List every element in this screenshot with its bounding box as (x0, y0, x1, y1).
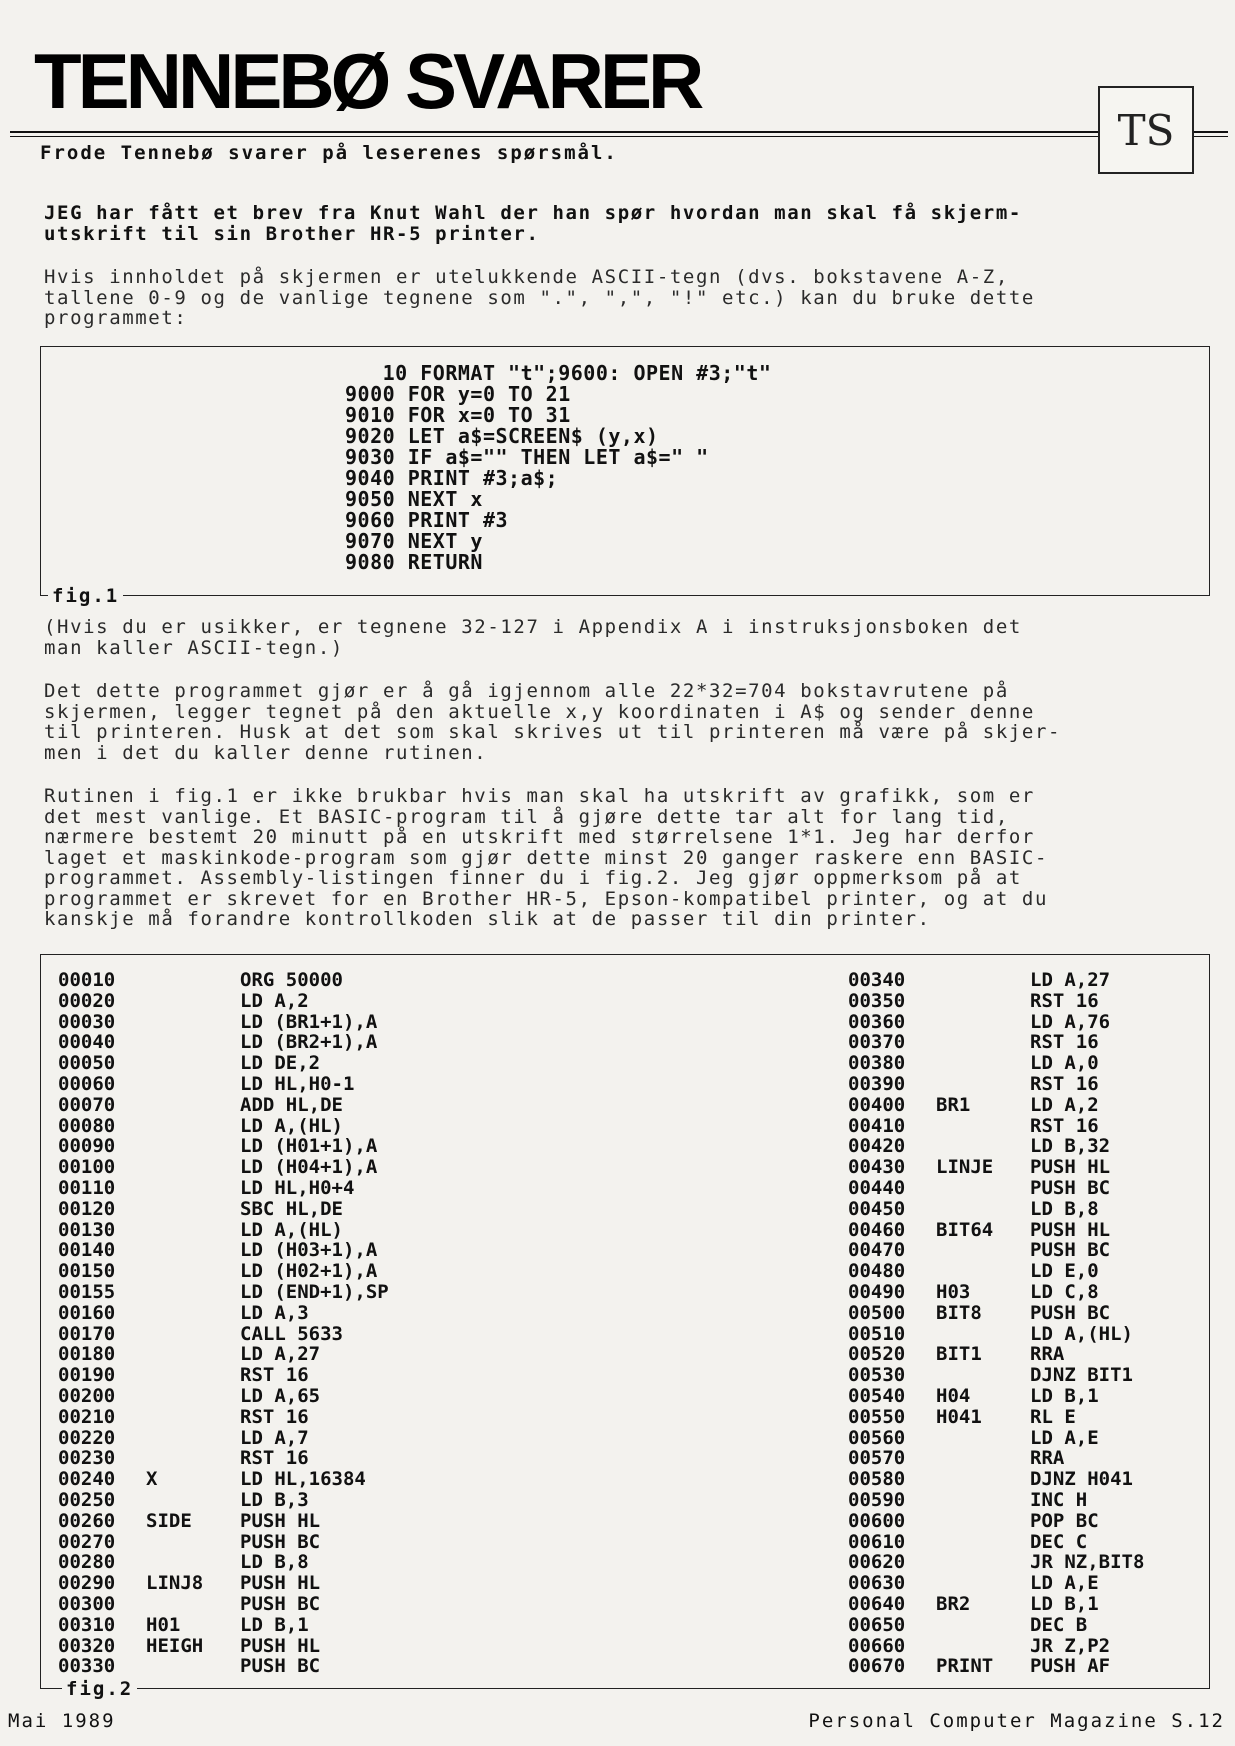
asm-label (936, 1199, 1030, 1220)
asm-label (936, 1469, 1030, 1490)
asm-line (848, 1490, 1235, 1511)
asm-label (936, 1324, 1030, 1345)
asm-instruction: LD A,7 (240, 1426, 309, 1449)
asm-line (58, 991, 500, 1012)
asm-label (936, 1012, 1030, 1033)
asm-label: H041 (936, 1405, 982, 1428)
header-rule-right-thin (1192, 136, 1228, 137)
asm-instruction: LD A,27 (240, 1343, 321, 1366)
asm-label (936, 1365, 1030, 1386)
asm-instruction: PUSH BC (1030, 1176, 1111, 1199)
asm-instruction: LD DE,2 (240, 1052, 321, 1075)
asm-instruction: PUSH HL (1030, 1218, 1111, 1241)
asm-line-number: 00610 (848, 1530, 906, 1553)
asm-label: BIT1 (936, 1343, 982, 1366)
asm-label (146, 1032, 240, 1053)
asm-instruction: LD C,8 (1030, 1280, 1099, 1303)
asm-label (146, 1552, 240, 1573)
asm-line-number: 00670 (848, 1655, 906, 1678)
footer-date: Mai 1989 (8, 1710, 116, 1732)
fig2-listing-left (58, 970, 500, 1677)
asm-line-number: 00320 (58, 1634, 116, 1657)
asm-line (58, 1220, 500, 1241)
asm-label (146, 1095, 240, 1116)
asm-line-number: 00550 (848, 1405, 906, 1428)
asm-line-number: 00370 (848, 1031, 906, 1054)
asm-line-number: 00060 (58, 1072, 116, 1095)
asm-line (848, 970, 1235, 991)
asm-line (848, 1220, 1235, 1241)
asm-label (936, 1615, 1030, 1636)
asm-label (146, 1656, 240, 1677)
asm-line-number: 00630 (848, 1572, 906, 1595)
ts-logo: TS (1098, 86, 1194, 174)
asm-line-number: 00510 (848, 1322, 906, 1345)
asm-instruction: LD A,27 (1030, 969, 1111, 991)
asm-line (848, 1157, 1235, 1178)
asm-instruction: CALL 5633 (240, 1322, 343, 1345)
asm-line-number: 00070 (58, 1093, 116, 1116)
asm-instruction: RST 16 (1030, 1072, 1099, 1095)
asm-line (58, 1469, 500, 1490)
asm-label (146, 1386, 240, 1407)
asm-line-number: 00340 (848, 969, 906, 991)
asm-line (58, 1615, 500, 1636)
asm-instruction: DEC C (1030, 1530, 1088, 1553)
asm-instruction: LD B,8 (240, 1551, 309, 1574)
asm-line-number: 00140 (58, 1239, 116, 1262)
footer-magazine-page: Personal Computer Magazine S.12 (808, 1710, 1225, 1732)
asm-line (848, 1469, 1235, 1490)
subtitle: Frode Tennebø svarer på leserenes spørsmål. (40, 142, 618, 164)
asm-line-number: 00290 (58, 1572, 116, 1595)
asm-line-number: 00450 (848, 1197, 906, 1220)
asm-instruction: LD (BR1+1),A (240, 1010, 378, 1033)
asm-label (146, 1344, 240, 1365)
asm-instruction: PUSH BC (1030, 1301, 1111, 1324)
asm-line-number: 00100 (58, 1156, 116, 1179)
asm-instruction: PUSH BC (240, 1592, 321, 1615)
asm-line-number: 00590 (848, 1488, 906, 1511)
asm-label: BR2 (936, 1592, 971, 1615)
asm-label: H04 (936, 1384, 971, 1407)
asm-instruction: LD B,3 (240, 1488, 309, 1511)
asm-line-number: 00270 (58, 1530, 116, 1553)
asm-instruction: LD (H04+1),A (240, 1156, 378, 1179)
asm-instruction: RST 16 (1030, 1031, 1099, 1054)
asm-line (848, 1428, 1235, 1449)
asm-label: X (146, 1468, 158, 1491)
asm-line (848, 1552, 1235, 1573)
asm-line-number: 00190 (58, 1364, 116, 1387)
asm-line-number: 00155 (58, 1280, 116, 1303)
asm-line (58, 1240, 500, 1261)
asm-line (58, 1136, 500, 1157)
asm-instruction: PUSH HL (1030, 1156, 1111, 1179)
asm-instruction: LD A,2 (1030, 1093, 1099, 1116)
asm-line-number: 00470 (848, 1239, 906, 1262)
asm-line-number: 00420 (848, 1135, 906, 1158)
ascii-note-paragraph: (Hvis du er usikker, er tegnene 32-127 i Appendix A i instruksjonsboken det man kaller ASCII-tegn.) (44, 616, 1022, 659)
asm-label (936, 1428, 1030, 1449)
asm-label (936, 1532, 1030, 1553)
asm-line (58, 1116, 500, 1137)
asm-instruction: RST 16 (240, 1364, 309, 1387)
asm-line-number: 00020 (58, 989, 116, 1012)
asm-line-number: 00080 (58, 1114, 116, 1137)
asm-line (848, 1615, 1235, 1636)
asm-label (146, 1303, 240, 1324)
asm-line-number: 00090 (58, 1135, 116, 1158)
asm-line (848, 991, 1235, 1012)
asm-instruction: LD A,(HL) (240, 1114, 343, 1137)
asm-label: BIT64 (936, 1218, 994, 1241)
asm-instruction: LD A,65 (240, 1384, 321, 1407)
asm-line-number: 00300 (58, 1592, 116, 1615)
asm-line-number: 00400 (848, 1093, 906, 1116)
asm-line (848, 1407, 1235, 1428)
asm-label (936, 1490, 1030, 1511)
asm-line-number: 00640 (848, 1592, 906, 1615)
asm-line (848, 1178, 1235, 1199)
asm-instruction: LD (H03+1),A (240, 1239, 378, 1262)
asm-line (848, 1074, 1235, 1095)
asm-label: SIDE (146, 1509, 192, 1532)
asm-line-number: 00240 (58, 1468, 116, 1491)
asm-line (848, 1573, 1235, 1594)
asm-line (848, 1344, 1235, 1365)
asm-label (146, 1199, 240, 1220)
asm-line (58, 1199, 500, 1220)
asm-instruction: LD E,0 (1030, 1260, 1099, 1283)
asm-label (146, 1407, 240, 1428)
asm-line (848, 1656, 1235, 1677)
asm-instruction: RST 16 (1030, 1114, 1099, 1137)
asm-instruction: SBC HL,DE (240, 1197, 343, 1220)
asm-line (58, 1532, 500, 1553)
asm-line (848, 1448, 1235, 1469)
asm-line-number: 00210 (58, 1405, 116, 1428)
asm-line-number: 00660 (848, 1634, 906, 1657)
asm-line-number: 00310 (58, 1613, 116, 1636)
asm-line-number: 00230 (58, 1447, 116, 1470)
asm-line-number: 00350 (848, 989, 906, 1012)
asm-label (936, 1178, 1030, 1199)
asm-line-number: 00570 (848, 1447, 906, 1470)
asm-line-number: 00120 (58, 1197, 116, 1220)
asm-line (58, 1386, 500, 1407)
asm-line-number: 00620 (848, 1551, 906, 1574)
asm-instruction: RRA (1030, 1447, 1065, 1470)
asm-label (936, 991, 1030, 1012)
intro-paragraph: JEG har fått et brev fra Knut Wahl der han spør hvordan man skal få skjerm- utskrift til sin Brother HR-5 printer. (44, 202, 1022, 245)
asm-label (936, 1573, 1030, 1594)
asm-line (58, 1012, 500, 1033)
asm-line-number: 00250 (58, 1488, 116, 1511)
asm-label (936, 1116, 1030, 1137)
asm-label (146, 1157, 240, 1178)
asm-label (146, 1448, 240, 1469)
asm-line (58, 1261, 500, 1282)
asm-instruction: LD (BR2+1),A (240, 1031, 378, 1054)
asm-label: HEIGH (146, 1634, 204, 1657)
asm-line-number: 00130 (58, 1218, 116, 1241)
asm-line (848, 1324, 1235, 1345)
asm-label (146, 1074, 240, 1095)
header-rule-right (1192, 131, 1228, 133)
asm-label: LINJE (936, 1156, 994, 1179)
asm-instruction: RST 16 (240, 1405, 309, 1428)
asm-label: BIT8 (936, 1301, 982, 1324)
asm-instruction: DJNZ H041 (1030, 1468, 1133, 1491)
asm-label (146, 1532, 240, 1553)
asm-instruction: ADD HL,DE (240, 1093, 343, 1116)
asm-line-number: 00170 (58, 1322, 116, 1345)
asm-instruction: PUSH BC (240, 1655, 321, 1678)
asm-instruction: LD A,0 (1030, 1052, 1099, 1075)
asm-line-number: 00380 (848, 1052, 906, 1075)
asm-line-number: 00430 (848, 1156, 906, 1179)
asm-instruction: LD A,E (1030, 1426, 1099, 1449)
asm-instruction: LD (END+1),SP (240, 1280, 389, 1303)
page-title: TENNEBØ SVARER (34, 37, 701, 125)
asm-instruction: RST 16 (1030, 989, 1099, 1012)
asm-line (848, 1199, 1235, 1220)
asm-instruction: LD HL,H0-1 (240, 1072, 355, 1095)
asm-line-number: 00200 (58, 1384, 116, 1407)
asm-label (146, 1053, 240, 1074)
fig2-label: fig.2 (62, 1678, 137, 1700)
asm-label (146, 1012, 240, 1033)
asm-line-number: 00600 (848, 1509, 906, 1532)
asm-label (146, 1261, 240, 1282)
asm-line-number: 00650 (848, 1613, 906, 1636)
asm-instruction: LD A,3 (240, 1301, 309, 1324)
asm-instruction: LD B,1 (1030, 1592, 1099, 1615)
asm-instruction: LD A,2 (240, 989, 309, 1012)
asm-label: H01 (146, 1613, 181, 1636)
asm-instruction: DEC B (1030, 1613, 1088, 1636)
asm-line (58, 1365, 500, 1386)
asm-label (936, 1261, 1030, 1282)
asm-line (848, 1386, 1235, 1407)
asm-instruction: PUSH BC (1030, 1239, 1111, 1262)
asm-label (146, 1178, 240, 1199)
asm-line (58, 1074, 500, 1095)
asm-instruction: LD B,8 (1030, 1197, 1099, 1220)
asm-line-number: 00160 (58, 1301, 116, 1324)
asm-line-number: 00500 (848, 1301, 906, 1324)
asm-instruction: LD A,(HL) (1030, 1322, 1133, 1345)
asm-instruction: RRA (1030, 1343, 1065, 1366)
asm-instruction: RL E (1030, 1405, 1076, 1428)
asm-line-number: 00220 (58, 1426, 116, 1449)
asm-line (58, 1573, 500, 1594)
asm-instruction: PUSH HL (240, 1509, 321, 1532)
asm-line-number: 00390 (848, 1072, 906, 1095)
asm-line-number: 00030 (58, 1010, 116, 1033)
asm-line (848, 1636, 1235, 1657)
asm-instruction: RST 16 (240, 1447, 309, 1470)
asm-label (936, 1074, 1030, 1095)
asm-label (936, 1053, 1030, 1074)
asm-line (58, 1053, 500, 1074)
asm-line-number: 00050 (58, 1052, 116, 1075)
asm-instruction: ORG 50000 (240, 969, 343, 991)
asm-label: PRINT (936, 1655, 994, 1678)
asm-label (936, 1552, 1030, 1573)
asm-instruction: LD A,E (1030, 1572, 1099, 1595)
asm-label (146, 1136, 240, 1157)
asm-line (58, 1303, 500, 1324)
header-rule-thin (10, 136, 1100, 137)
asm-line (848, 1012, 1235, 1033)
asm-line (58, 1448, 500, 1469)
asm-line (58, 1032, 500, 1053)
fig1-label: fig.1 (48, 585, 123, 607)
asm-line-number: 00010 (58, 969, 116, 991)
asm-line (848, 1532, 1235, 1553)
asm-instruction: DJNZ BIT1 (1030, 1364, 1133, 1387)
asm-label (146, 1365, 240, 1386)
asm-line (58, 1511, 500, 1532)
asm-label: H03 (936, 1280, 971, 1303)
asm-line (58, 1282, 500, 1303)
asm-line (58, 1178, 500, 1199)
asm-label (936, 1032, 1030, 1053)
asm-instruction: LD B,1 (1030, 1384, 1099, 1407)
asm-line (58, 1552, 500, 1573)
asm-label (146, 1220, 240, 1241)
asm-line-number: 00540 (848, 1384, 906, 1407)
asm-label (146, 1594, 240, 1615)
header-rule (10, 131, 1100, 133)
asm-label (146, 1116, 240, 1137)
asm-line (848, 1095, 1235, 1116)
routine-paragraph: Rutinen i fig.1 er ikke brukbar hvis man skal ha utskrift av grafikk, som er det mest vanlige. Et BASIC-program til å gjøre dette tar alt for lang tid, nærmere bestemt 20 minutt på en utskrift med størrelsene 1*1. Jeg har derfor laget et maskinkode-program som gjør dette minst 20 ganger raskere enn BASIC- programmet. Assembly-listingen finner du i fig.2. Jeg gjør oppmerksom på at programmet er skrevet for en Brother HR-5, Epson-kompatibel printer, og at du kanskje må forandre kontrollkoden slik at de passer til din printer. (44, 785, 1048, 930)
asm-line-number: 00410 (848, 1114, 906, 1137)
asm-label (936, 1636, 1030, 1657)
asm-label (936, 1240, 1030, 1261)
asm-line-number: 00260 (58, 1509, 116, 1532)
asm-line (848, 1365, 1235, 1386)
asm-label (146, 1428, 240, 1449)
asm-line (58, 1490, 500, 1511)
asm-line (58, 1428, 500, 1449)
asm-line-number: 00360 (848, 1010, 906, 1033)
asm-line (58, 1594, 500, 1615)
asm-instruction: LD B,1 (240, 1613, 309, 1636)
asm-label (146, 1240, 240, 1261)
asm-line (58, 1656, 500, 1677)
asm-label (936, 970, 1030, 991)
asm-line-number: 00440 (848, 1176, 906, 1199)
asm-label (146, 1490, 240, 1511)
asm-line-number: 00480 (848, 1260, 906, 1283)
asm-line (58, 1344, 500, 1365)
asm-instruction: POP BC (1030, 1509, 1099, 1532)
asm-line-number: 00560 (848, 1426, 906, 1449)
fig1-basic-listing: 10 FORMAT "t";9600: OPEN #3;"t" 9000 FOR y=0 TO 21 9010 FOR x=0 TO 31 9020 LET a$=SCREEN$ (y,x) 9030 IF a$="" THEN LET a$=" " 9040 PRINT #3;a$; 9050 NEXT x 9060 PRINT #3 9070 NEXT y 9080 RETURN (345, 361, 772, 574)
asm-label (146, 1324, 240, 1345)
asm-line-number: 00280 (58, 1551, 116, 1574)
asm-line (848, 1240, 1235, 1261)
asm-line-number: 00150 (58, 1260, 116, 1283)
asm-label (146, 1282, 240, 1303)
asm-line-number: 00580 (848, 1468, 906, 1491)
asm-instruction: LD (H02+1),A (240, 1260, 378, 1283)
asm-instruction: JR NZ,BIT8 (1030, 1551, 1145, 1574)
asm-instruction: LD A,76 (1030, 1010, 1111, 1033)
fig2-listing-right (848, 970, 1235, 1677)
asm-line (848, 1511, 1235, 1532)
asm-line-number: 00530 (848, 1364, 906, 1387)
asm-line-number: 00490 (848, 1280, 906, 1303)
asm-instruction: LD (H01+1),A (240, 1135, 378, 1158)
asm-label (146, 991, 240, 1012)
asm-line (848, 1282, 1235, 1303)
asm-line (58, 970, 500, 991)
asm-instruction: LD A,(HL) (240, 1218, 343, 1241)
asm-line (848, 1053, 1235, 1074)
asm-line (848, 1032, 1235, 1053)
asm-label (146, 970, 240, 991)
asm-instruction: PUSH HL (240, 1634, 321, 1657)
asm-label (936, 1511, 1030, 1532)
asm-line (58, 1636, 500, 1657)
ascii-paragraph: Hvis innholdet på skjermen er utelukkende ASCII-tegn (dvs. bokstavene A-Z, tallene 0-9 og de vanlige tegnene som ".", ",", "!" etc.) kan du bruke dette programmet: (44, 266, 1035, 329)
asm-instruction: PUSH AF (1030, 1655, 1111, 1678)
asm-line (848, 1594, 1235, 1615)
asm-instruction: PUSH BC (240, 1530, 321, 1553)
asm-line (848, 1136, 1235, 1157)
asm-line (848, 1261, 1235, 1282)
asm-line (58, 1157, 500, 1178)
asm-label: LINJ8 (146, 1572, 204, 1595)
asm-instruction: PUSH HL (240, 1572, 321, 1595)
asm-line (848, 1116, 1235, 1137)
asm-instruction: LD HL,H0+4 (240, 1176, 355, 1199)
asm-instruction: LD HL,16384 (240, 1468, 366, 1491)
asm-instruction: LD B,32 (1030, 1135, 1111, 1158)
asm-label (936, 1136, 1030, 1157)
asm-label (936, 1448, 1030, 1469)
asm-line-number: 00180 (58, 1343, 116, 1366)
asm-instruction: INC H (1030, 1488, 1088, 1511)
asm-instruction: JR Z,P2 (1030, 1634, 1111, 1657)
asm-line (58, 1324, 500, 1345)
asm-line-number: 00460 (848, 1218, 906, 1241)
asm-line (58, 1095, 500, 1116)
asm-line-number: 00330 (58, 1655, 116, 1678)
asm-line-number: 00110 (58, 1176, 116, 1199)
asm-label: BR1 (936, 1093, 971, 1116)
asm-line-number: 00040 (58, 1031, 116, 1054)
explanation-paragraph: Det dette programmet gjør er å gå igjennom alle 22*32=704 bokstavrutene på skjermen, legger tegnet på den aktuelle x,y koordinaten i A$ og sender denne til printeren. Husk at det som skal skrives ut til printeren må være på skjer- men i det du kaller denne rutinen. (44, 680, 1062, 764)
asm-line (58, 1407, 500, 1428)
asm-line-number: 00520 (848, 1343, 906, 1366)
asm-line (848, 1303, 1235, 1324)
